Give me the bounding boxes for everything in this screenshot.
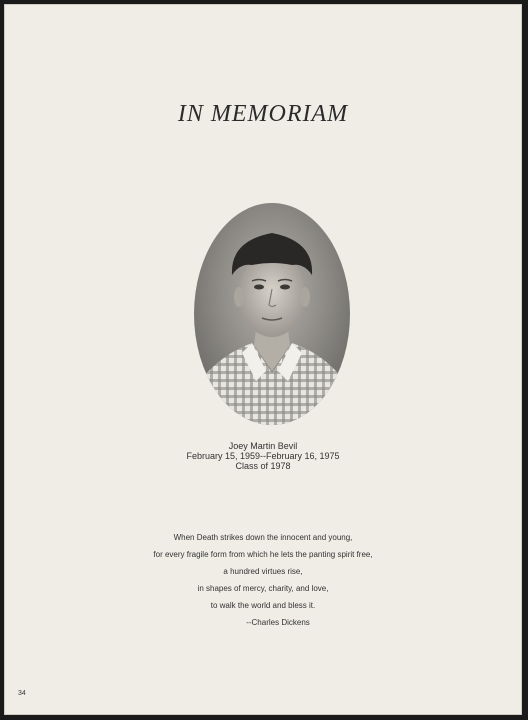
poem-line: in shapes of mercy, charity, and love, (197, 584, 329, 593)
memorial-portrait-photo (194, 203, 350, 425)
class-year: Class of 1978 (235, 461, 291, 471)
deceased-name: Joey Martin Bevil (228, 441, 298, 451)
life-dates: February 15, 1959--February 16, 1975 (186, 451, 340, 461)
memorial-poem (5, 529, 521, 631)
yearbook-page (4, 4, 522, 715)
portrait-caption (5, 441, 521, 471)
page-number: 34 (18, 690, 26, 697)
poem-line: to walk the world and bless it. (210, 601, 316, 610)
poem-line: When Death strikes down the innocent and young, (173, 533, 353, 542)
page-title: IN MEMORIAM (177, 101, 349, 127)
poem-line: a hundred virtues rise, (223, 567, 303, 576)
poem-attribution: --Charles Dickens (246, 618, 310, 627)
poem-line: for every fragile form from which he lets the panting spirit free, (153, 550, 373, 559)
